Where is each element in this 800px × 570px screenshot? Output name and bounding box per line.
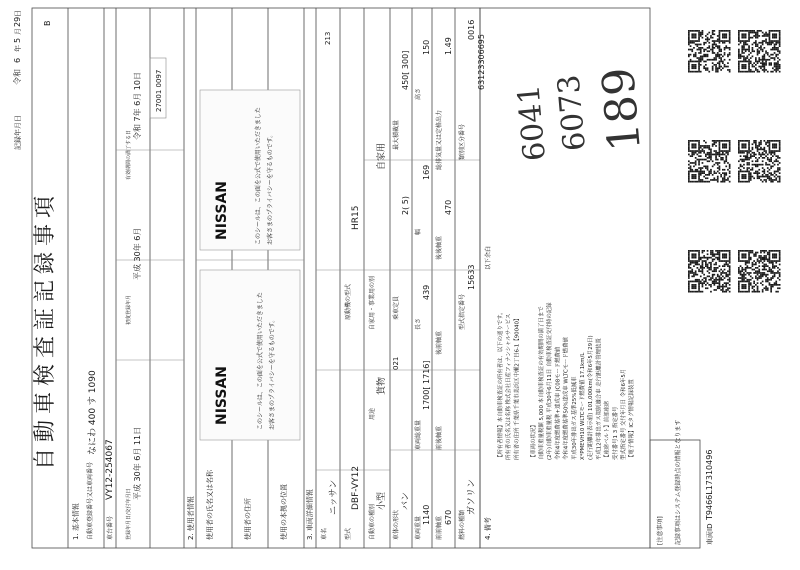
- displacement-label: 総排気量又は定格出力: [436, 109, 443, 170]
- body-label: 車体の形状: [393, 509, 400, 540]
- expiry-value: 令和 7年 6月 10日: [133, 72, 142, 140]
- doc-number: 63123306695: [477, 34, 486, 90]
- maker-code: 213: [324, 31, 332, 45]
- first-reg-label: 登録年月日/交付年月日: [126, 488, 132, 540]
- use-value: 貨物: [377, 376, 387, 395]
- private-label: 自家用・事業用の別: [369, 275, 376, 330]
- front-axle-value: 670: [444, 509, 453, 525]
- engine-value: HR15: [351, 205, 361, 230]
- width-label: 幅: [415, 228, 422, 235]
- issue-month: 5: [13, 37, 22, 43]
- height-value: 150: [422, 39, 431, 55]
- notes-heading: [注意事項]: [657, 516, 664, 545]
- owner-address-label: 使用者の住所: [244, 498, 252, 540]
- seal-brand-upper: NISSAN: [214, 180, 230, 240]
- length-value: 439: [422, 284, 431, 300]
- body-code: 021: [392, 356, 400, 370]
- reg-no-value: なにわ 400 す 1090: [88, 370, 98, 455]
- front-axle-label: 前前軸重: [436, 515, 443, 540]
- capacity-value: 2( 5): [401, 196, 410, 215]
- remarks-line: 平成12年排出ガス規制適合車 走行距離計管理装置: [596, 338, 603, 460]
- expiry-label: 有効期間の満了する日: [126, 129, 132, 180]
- serial-box-value: 27001 0097: [155, 69, 163, 112]
- length-label: 長さ: [415, 317, 422, 330]
- model-label: 型式: [345, 527, 352, 540]
- max-load-label: 最大積載量: [393, 119, 400, 150]
- weight-label: 車両重量: [415, 515, 422, 540]
- issue-era: 令和: [13, 69, 22, 85]
- section-vehicle: 3. 車両詳細情報: [306, 489, 314, 540]
- issue-date-label: 記録年月日: [14, 115, 22, 150]
- vehicle-id-value: T9466L17310496: [705, 449, 714, 520]
- displacement-value: 1.49: [444, 37, 453, 55]
- capacity-label: 乗車定員: [393, 295, 400, 320]
- remarks-line: 型式指定番号 交付年月日 令和6年5月: [621, 368, 627, 460]
- remarks-line: 【電子情報】ICタグ情報記録装置: [629, 379, 636, 460]
- kind-label: 自動車の種別: [369, 503, 376, 540]
- maker-value: ニッサン: [329, 479, 339, 515]
- reg-no-label: 自動車登録番号又は車両番号: [87, 461, 94, 540]
- class-label: 類別区分番号: [459, 123, 466, 160]
- gross-label: 車両総重量: [415, 419, 422, 450]
- model-value: DBF-VY12: [351, 465, 361, 510]
- remarks-line: (2年)自動車重量税 平成30年6月11日 自動車検査証交付時の記録: [547, 302, 554, 460]
- approval-label: 型式指定番号: [459, 293, 466, 330]
- owner-base-label: 使用の本拠の位置: [280, 484, 288, 540]
- issue-day-unit: 日: [14, 10, 22, 17]
- issue-year: 6: [13, 57, 22, 63]
- kind-value: 小型: [377, 491, 387, 510]
- first-year-value: 平成 30年 6月: [133, 227, 142, 280]
- seal-brand-lower: NISSAN: [214, 365, 230, 425]
- remarks-line: (走行距離計表示値) 101,000km(令和6年5月29日): [588, 335, 595, 460]
- body-value: バン: [401, 491, 411, 510]
- seal-text-upper-2: お客さまのプライバシーを守るものです。: [267, 131, 274, 245]
- remarks-line: X*PMEVH10 WLTCモード燃費値 17.1km/L: [580, 352, 586, 460]
- remarks-line: 【所有者情報】本自動車検査証の所有者は、以下の通りです。: [498, 309, 504, 460]
- remarks-heading: 以下余白: [485, 245, 492, 270]
- remarks-line: 所有者の住所 千葉県千葉市美浜区中瀬2丁目6-1【90040】: [514, 315, 521, 460]
- remarks-line: 【座席ベルト】前部座席: [604, 400, 611, 460]
- remarks-line: 令和4年度燃費基準50%達成車 WLTCモード燃費値: [563, 337, 570, 460]
- weight-value: 1140: [422, 504, 431, 525]
- issue-year-unit: 年: [14, 45, 22, 52]
- private-value: 自家用: [377, 142, 387, 170]
- remarks-line: 自動車重量税額 5,000 本自動車検査証の有効期間の満了日まで: [539, 306, 545, 460]
- owner-name-label: 使用者の氏名又は名称: [206, 470, 214, 540]
- approval-value: 15633: [467, 264, 476, 290]
- remarks-line: 受付番号1 3 指定番号: [612, 406, 619, 460]
- maker-label: 車名: [321, 527, 328, 540]
- fuel-label: 燃料の種類: [459, 509, 466, 540]
- use-label: 用途: [369, 407, 376, 420]
- class-value: 0016: [467, 19, 476, 40]
- seal-text-lower-1: このシールは、この面を公式で使用いただきました: [257, 292, 264, 430]
- rear-axle-label: 後後軸重: [436, 235, 443, 260]
- chassis-label: 車台番号: [107, 515, 114, 540]
- handwriting-3: 189: [592, 65, 651, 154]
- remarks-line: 令和4年度燃費基準+達成車 JC08モード燃費値: [555, 346, 562, 460]
- first-year-label: 初度登録年月: [126, 294, 132, 325]
- issue-month-unit: 月: [14, 28, 22, 35]
- rear-axle-value: 470: [444, 199, 453, 215]
- width-value: 169: [422, 164, 431, 180]
- category-mark: B: [43, 20, 52, 26]
- chassis-value: VY12-254067: [105, 439, 115, 500]
- first-reg-value: 平成 30年 6月 11日: [133, 426, 142, 500]
- remarks-line: 【車両の状況】: [530, 422, 537, 460]
- handwriting-2: 6073: [551, 73, 593, 153]
- section-owner: 2. 使用者情報: [187, 496, 195, 540]
- front-rear-label: 前後軸重: [436, 425, 443, 450]
- seal-text-lower-2: お客さまのプライバシーを守るものです。: [269, 316, 276, 430]
- notes-text: 記録事項はシステム登録時点の情報となります: [675, 419, 682, 545]
- max-load-value: 450[ 300]: [401, 50, 410, 90]
- engine-label: 原動機の型式: [345, 283, 352, 320]
- handwriting-1: 6041: [511, 83, 553, 163]
- seal-text-upper-1: このシールは、この面を公式で使用いただきました: [255, 107, 262, 245]
- vehicle-id-label: 車両ID: [706, 523, 714, 545]
- fuel-value: ガソリン: [467, 478, 477, 515]
- section-basic: 1. 基本情報: [72, 503, 80, 540]
- section-remarks: 4. 備考: [484, 517, 492, 540]
- remarks-line: 所有者の氏名又は名称 株式会社日産フィナンシャルサービス: [506, 313, 513, 460]
- remarks-line: 平成30年排出ガス基準25%低減車: [571, 376, 578, 460]
- height-label: 高さ: [415, 87, 422, 100]
- rear-front-label: 後前軸重: [436, 330, 443, 355]
- issue-day: 29: [13, 16, 22, 27]
- document-title: 自動車検査証記録事項: [33, 189, 58, 470]
- gross-value: 1700[ 1716]: [422, 360, 431, 410]
